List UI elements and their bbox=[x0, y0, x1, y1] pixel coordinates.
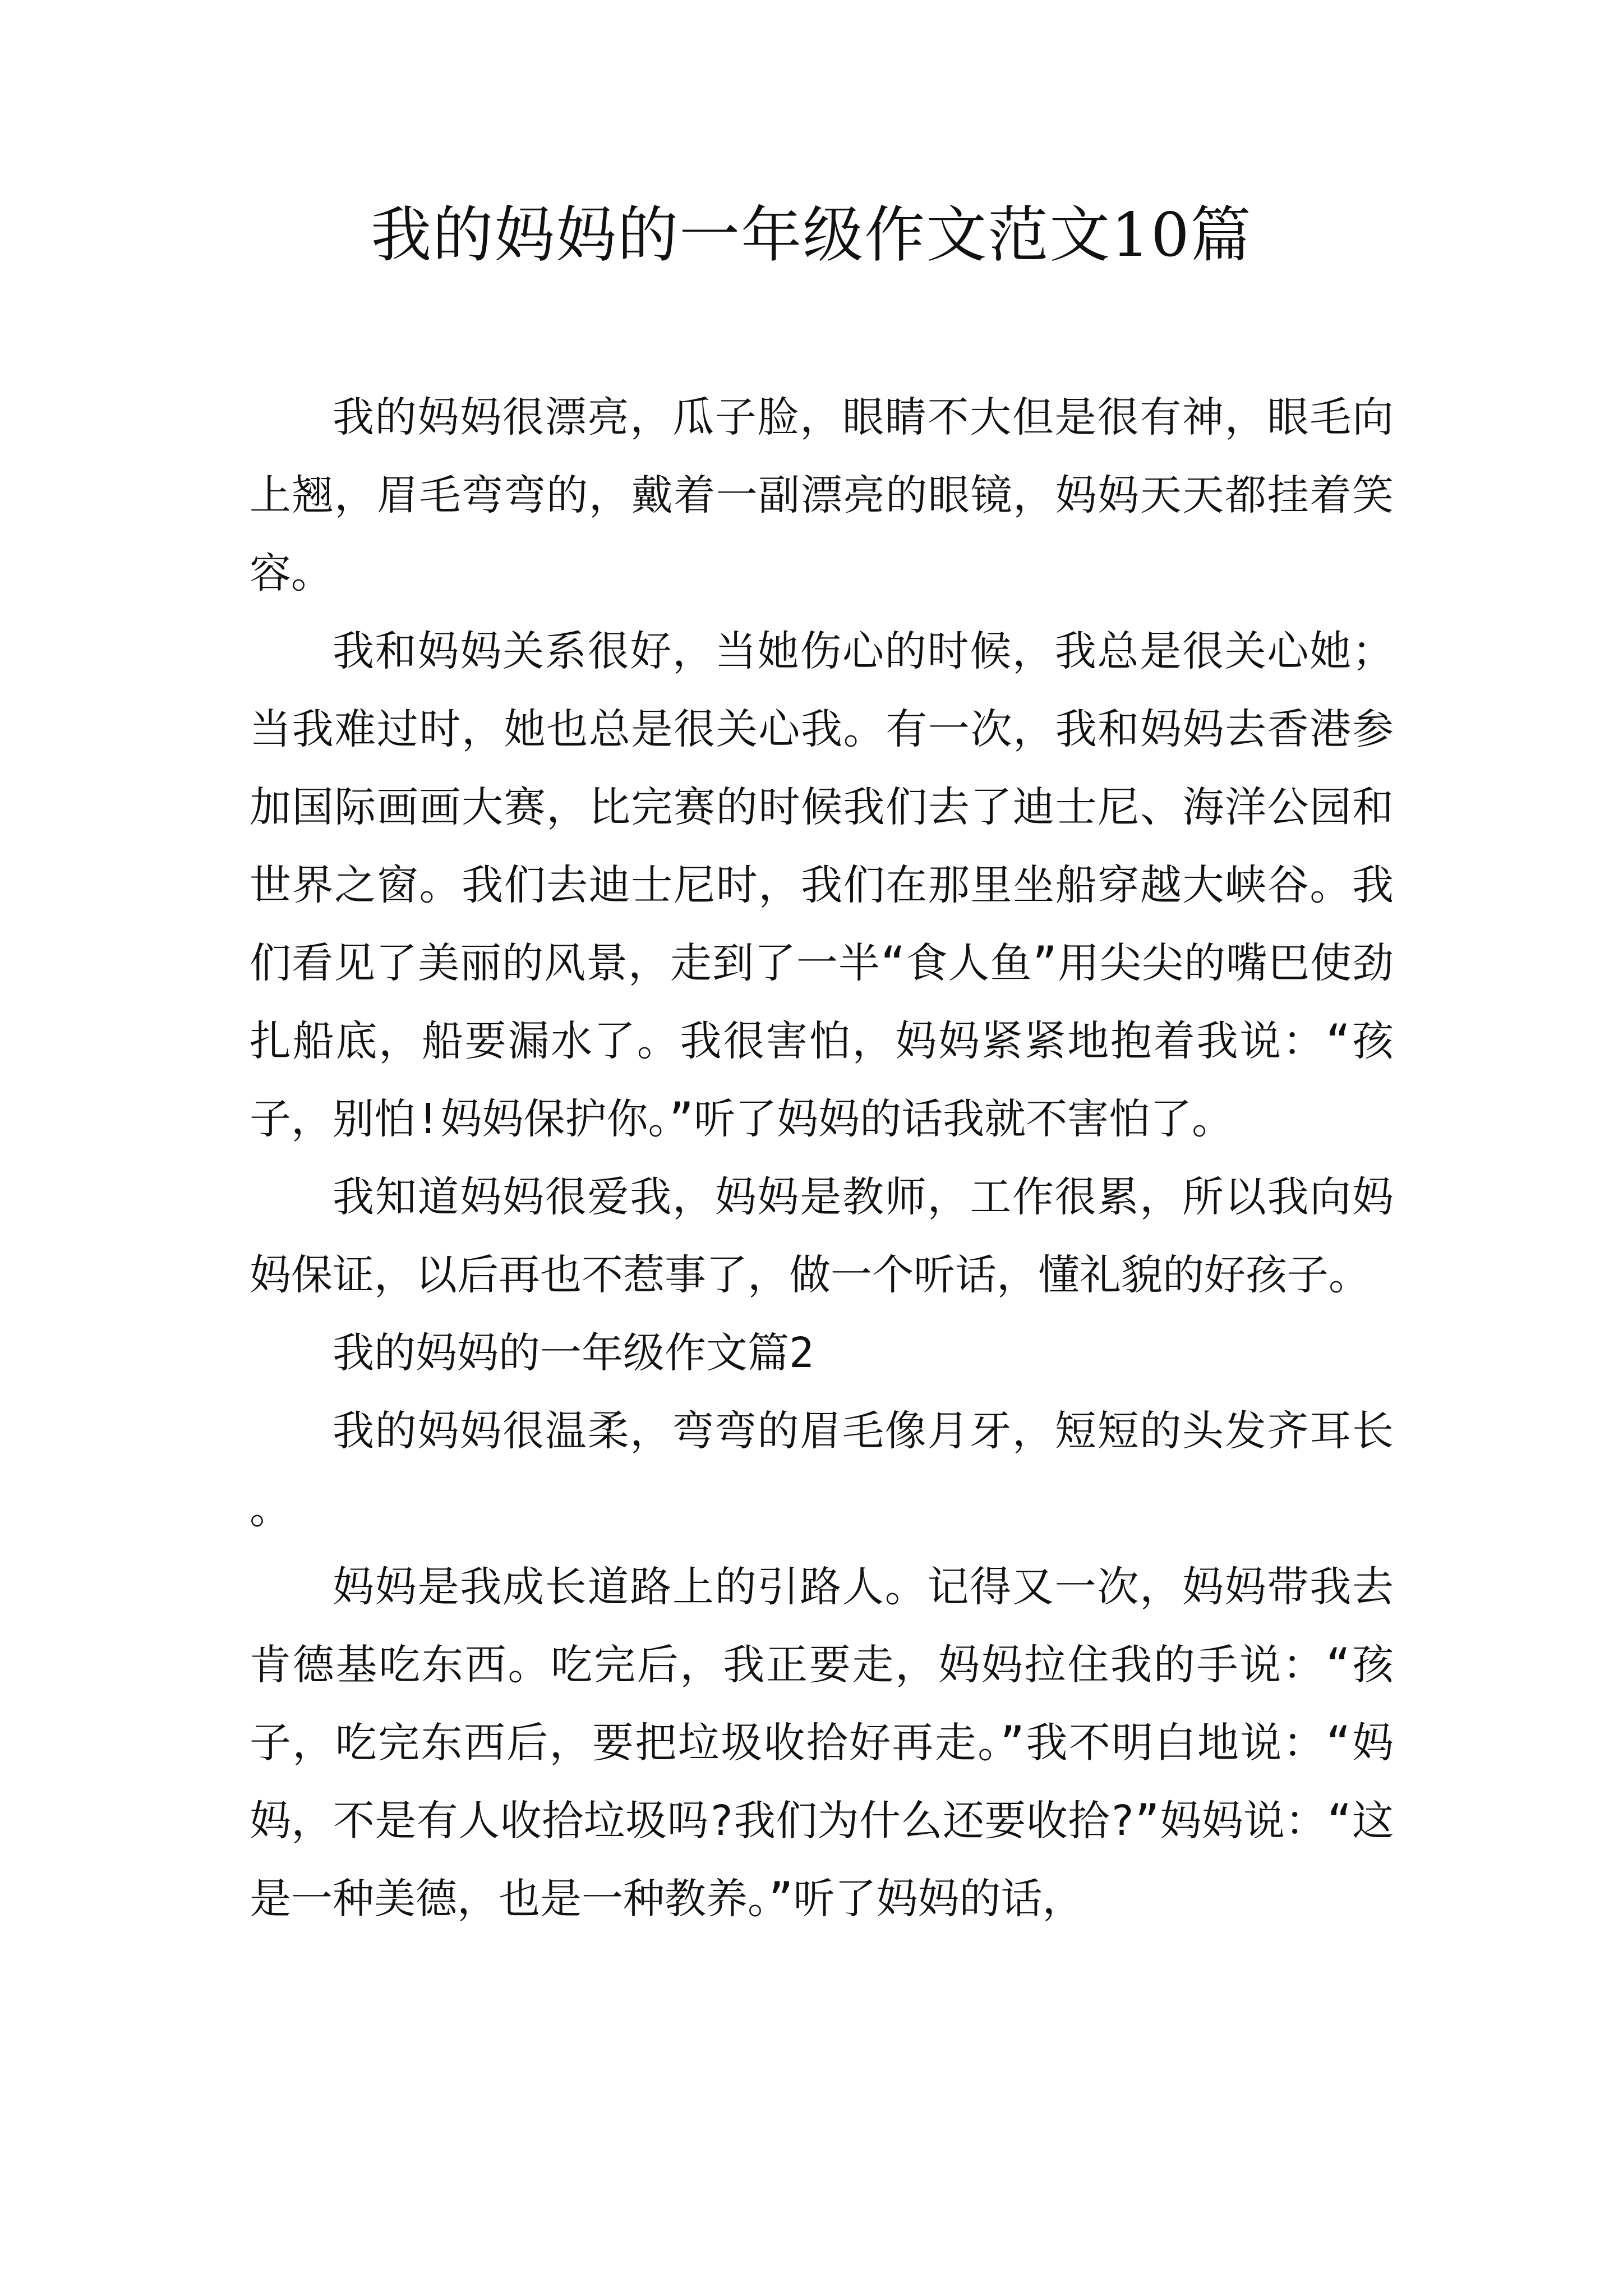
paragraph-2: 我和妈妈关系很好，当她伤心的时候，我总是很关心她；当我难过时，她也总是很关心我。有一次，我和妈妈去香港参加国际画画大赛，比完赛的时候我们去了迪士尼、海洋公园和世界之窗。我们去迪士尼时，我们在那里坐船穿越大峡谷。我们看见了美丽的风景，走到了一半“食人鱼”用尖尖的嘴巴使劲扎船底，船要漏水了。我很害怕，妈妈紧紧地抱着我说：“孩子，别怕!妈妈保护你。”听了妈妈的话我就不害怕了。 bbox=[250, 627, 1394, 1143]
paragraph-5: 妈妈是我成长道路上的引路人。记得又一次，妈妈带我去肯德基吃东西。吃完后，我正要走，妈妈拉住我的手说：“孩子，吃完东西后，要把垃圾收拾好再走。”我不明白地说：“妈妈，不是有人收拾垃圾吗?我们为什么还要收拾?”妈妈说：“这是一种美德，也是一种教养。”听了妈妈的话， bbox=[250, 1563, 1394, 1923]
section-heading-2: 我的妈妈的一年级作文篇2 bbox=[333, 1329, 814, 1377]
paragraph-4: 我的妈妈很温柔，弯弯的眉毛像月牙，短短的头发齐耳长。 bbox=[250, 1407, 1394, 1533]
paragraph-3: 我知道妈妈很爱我，妈妈是教师，工作很累，所以我向妈妈保证，以后再也不惹事了，做一个听话，懂礼貌的好孩子。 bbox=[250, 1173, 1394, 1299]
document-body bbox=[250, 379, 1394, 1938]
paragraph-1: 我的妈妈很漂亮，瓜子脸，眼睛不大但是很有神，眼毛向上翘，眉毛弯弯的，戴着一副漂亮的眼镜，妈妈天天都挂着笑容。 bbox=[250, 393, 1394, 597]
document-title: 我的妈妈的一年级作文范文10篇 bbox=[371, 200, 1252, 270]
